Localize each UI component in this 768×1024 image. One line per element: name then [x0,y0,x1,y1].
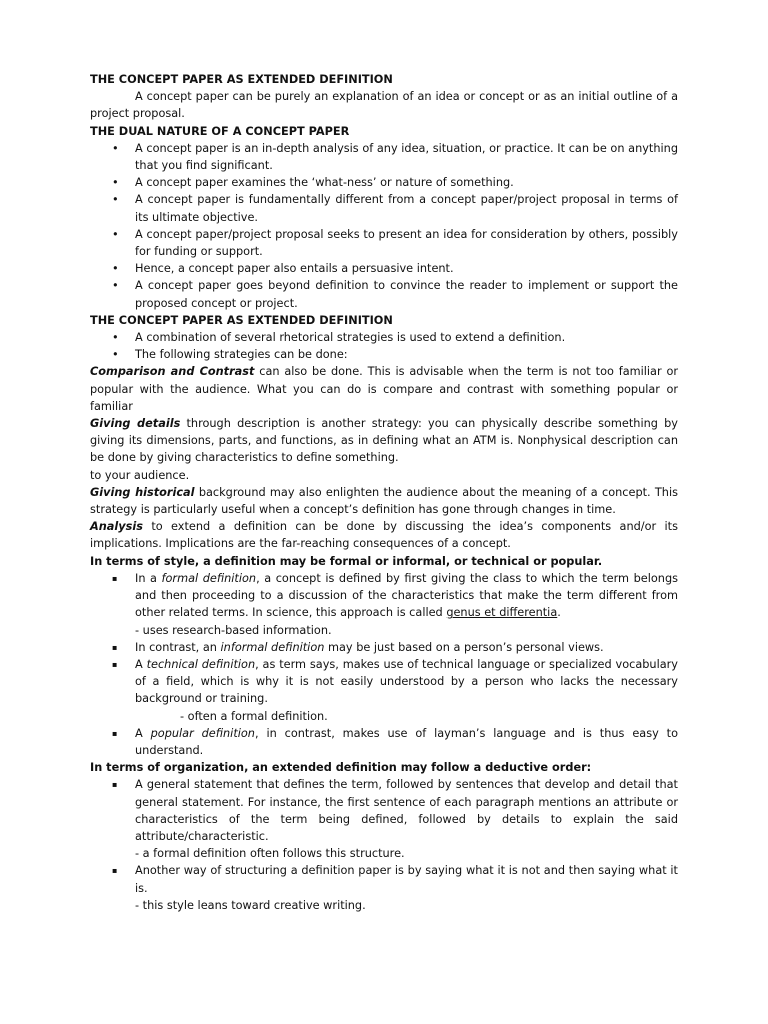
bullet-icon: • [112,193,119,207]
popular-term: popular definition [150,726,255,740]
list-item: ▪ A popular definition, in contrast, makes use of layman’s language and is thus easy to understand. [112,726,678,757]
historical-paragraph: Giving historical background may also enlighten the audience about the meaning of a concept. This strategy is particularly useful when a concept’s definition has gone through changes in time. [90,485,678,517]
informal-term: informal definition [220,640,325,654]
list-item: ▪ In a formal definition, a concept is defined by first giving the class to which the term belongs and then proceeding to a discussion of the characteristics that make the term different from other related terms. In science, this approach is called genus et differentia. - uses research-based information. [90,570,678,639]
historical-term: Giving historical [90,485,195,499]
strategies-list [90,329,678,363]
details-term: Giving details [90,417,181,431]
list-item: • A concept paper examines the ‘what-ness’ or nature of something. [90,174,678,191]
style-list [90,570,678,759]
bullet-icon: • [112,141,119,155]
analysis-paragraph: Analysis to extend a definition can be done by discussing the idea’s components and/or its implications. Implications are the far-reaching consequences of a concept. [90,520,678,551]
list-item: • A concept paper goes beyond definition to convince the reader to implement or support the proposed concept or project. [112,279,678,310]
bullet-icon: • [112,227,119,241]
organization-heading: In terms of organization, an extended definition may follow a deductive order: [90,761,592,775]
bullet-icon: • [112,262,119,276]
technical-note: - often a formal definition. [180,709,328,723]
list-item: ▪ Another way of structuring a definition paper is by saying what it is not and then saying what it is. - this style leans toward creative writing. [90,862,678,914]
bullet-icon: • [112,348,119,362]
analysis-term: Analysis [90,520,143,534]
square-bullet-icon: ▪ [112,659,118,669]
section-title-extended-definition-2: THE CONCEPT PAPER AS EXTENDED DEFINITION [90,313,393,327]
list-item: • Hence, a concept paper also entails a persuasive intent. [90,260,678,277]
technical-term: technical definition [146,657,256,671]
formal-term: formal definition [161,571,257,585]
another-note: - this style leans toward creative writing. [135,898,366,912]
details-paragraph: Giving details through description is another strategy: you can physically describe something by giving its dimensions, parts, and functions, as in defining what an ATM is. Nonphysical description can be done by giving characteristics to define something. [90,417,678,465]
list-item: • A concept paper is an in-depth analysis of any idea, situation, or practice. It can be on anything that you find significant. [112,141,678,173]
list-item: ▪ In contrast, an informal definition may be just based on a person’s personal views. [90,639,678,656]
list-item: • A concept paper/project proposal seeks to present an idea for consideration by others, possibly for funding or support. [112,227,678,259]
list-item: ▪ A technical definition, as term says, makes use of technical language or specialized vocabulary of a field, which is why it is not easily understood by a person who lacks the necessary background or training. - often a formal definition. [90,656,678,725]
bullet-icon: • [112,331,119,345]
list-item: • A combination of several rhetorical strategies is used to extend a definition. [90,329,678,346]
bullet-icon: • [112,176,119,190]
square-bullet-icon: ▪ [112,728,118,738]
section-title-dual-nature: THE DUAL NATURE OF A CONCEPT PAPER [90,124,350,138]
genus-link: genus et differentia [446,606,558,620]
square-bullet-icon: ▪ [112,780,118,790]
list-item: • A concept paper is fundamentally different from a concept paper/project proposal in terms of its ultimate objective. [112,193,678,224]
formal-note: - uses research-based information. [135,623,332,637]
bullet-icon: • [112,279,119,293]
square-bullet-icon: ▪ [112,573,118,583]
square-bullet-icon: ▪ [112,642,118,652]
comparison-paragraph: Comparison and Contrast can also be done. This is advisable when the term is not too familiar or popular with the audience. What you can do is compare and contrast with something popular or familiar [90,365,678,413]
document-page [90,71,678,914]
list-item: • The following strategies can be done: [90,346,678,363]
comparison-term: Comparison and Contrast [90,365,255,379]
section-title-extended-definition: THE CONCEPT PAPER AS EXTENDED DEFINITION [90,73,393,86]
intro-paragraph: A concept paper can be purely an explanation of an idea or concept or as an initial outline of a project proposal. [90,90,678,121]
dual-nature-list [90,140,678,312]
list-item: ▪ A general statement that defines the term, followed by sentences that develop and detail that general statement. For instance, the first sentence of each paragraph mentions an attribute or characteristics of the term being defined, followed by details to explain the said attribute/characteristic. - a formal definition often follows this structure. [90,776,678,862]
square-bullet-icon: ▪ [112,866,118,876]
style-heading: In terms of style, a definition may be formal or informal, or technical or popular. [90,554,603,568]
organization-list [90,776,678,914]
details-tail: to your audience. [90,468,190,482]
general-note: - a formal definition often follows this structure. [135,847,405,861]
